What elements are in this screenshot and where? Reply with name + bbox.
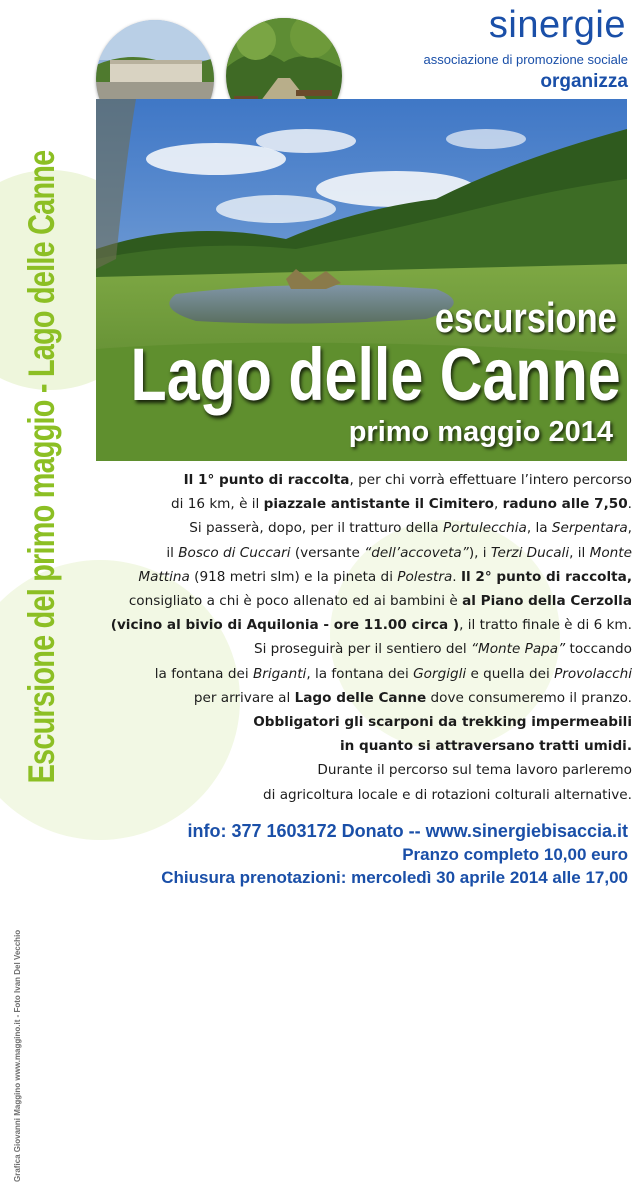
footer-info: [58, 818, 628, 890]
text-line: consigliato a chi è poco allenato ed ai bambini è al Piano della Cerzolla: [128, 593, 632, 610]
text-line: Obbligatori gli scarponi da trekking impermeabili: [253, 714, 632, 731]
hero-date: primo maggio 2014: [348, 416, 613, 448]
text-line: Durante il percorso sul tema lavoro parleremo: [317, 762, 632, 779]
hero-title: Lago delle Canne: [130, 333, 621, 416]
text-line: di agricoltura locale e di rotazioni colturali alternative.: [262, 786, 632, 803]
organization-verb: organizza: [540, 71, 628, 92]
text-line: la fontana dei Briganti, la fontana dei Gorgigli e quella dei Provolacchi: [154, 665, 632, 682]
vertical-title: Escursione del primo maggio - Lago delle Canne: [21, 150, 62, 784]
text-line: (vicino al bivio di Aquilonia - ore 11.00 circa ), il tratto finale è di 6 km.: [110, 617, 632, 634]
hero-subtitle: escursione: [435, 294, 617, 341]
text-line: Si proseguirà per il sentiero del “Monte Papa” toccando: [253, 641, 632, 658]
text-line: di 16 km, è il piazzale antistante il Cimitero, raduno alle 7,50.: [170, 496, 632, 513]
text-line: Si passerà, dopo, per il tratturo della Portulecchia, la Serpentara,: [189, 520, 632, 537]
text-line: per arrivare al Lago delle Canne dove consumeremo il pranzo.: [193, 689, 632, 706]
contact-info: info: 377 1603172 Donato -- www.sinergiebisaccia.it: [187, 821, 628, 841]
text-line: Mattina (918 metri slm) e la pineta di Polestra. Il 2° punto di raccolta,: [138, 568, 632, 585]
photo-credits: Grafica Giovanni Maggino www.maggino.it - Foto Ivan Del Vecchio: [13, 929, 22, 1182]
text-line: in quanto si attraversano tratti umidi.: [339, 738, 632, 755]
description-text: [58, 468, 632, 807]
lunch-price: Pranzo completo 10,00 euro: [402, 845, 628, 864]
organization-subtitle: associazione di promozione sociale: [423, 52, 628, 67]
text-line: il Bosco di Cuccari (versante “dell’accoveta”), i Terzi Ducali, il Monte: [166, 544, 632, 561]
text-line: Il 1° punto di raccolta, per chi vorrà effettuare l’intero percorso: [183, 472, 632, 488]
booking-deadline: Chiusura prenotazioni: mercoledì 30 aprile 2014 alle 17,00: [161, 868, 628, 887]
lake-photo: [96, 99, 627, 461]
organization-name: sinergie: [488, 4, 626, 46]
